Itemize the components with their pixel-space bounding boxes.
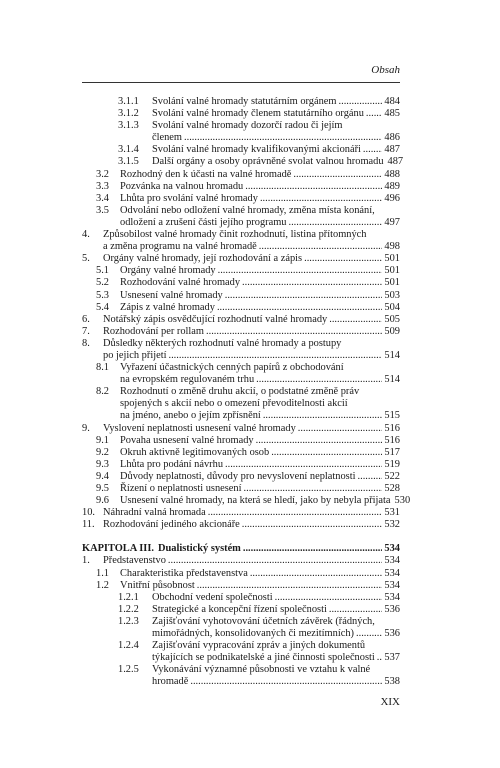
toc-entry-number: 1.2.2 — [118, 603, 139, 615]
leader-dots — [329, 604, 383, 616]
toc-entry-title: na evropském regulovaném trhu — [120, 374, 255, 386]
toc-entry-title: Rozhodování per rollam — [103, 325, 204, 337]
toc-entry — [82, 531, 400, 543]
leader-dots — [263, 410, 383, 422]
leader-dots — [244, 483, 383, 495]
toc-entry — [82, 205, 400, 229]
toc-entry — [82, 519, 400, 531]
leader-dots — [243, 543, 383, 555]
toc-page-number: 516 — [384, 422, 400, 434]
toc-page-number: 501 — [384, 277, 400, 289]
toc-entry-number: 5.4 — [96, 301, 109, 313]
toc-page-number: 509 — [384, 325, 400, 337]
toc-entry-title: Orgány valné hromady — [120, 265, 216, 277]
toc-page-number: 497 — [384, 216, 400, 228]
toc-entry — [82, 568, 400, 580]
toc-entry-title: Dualistický systém — [158, 543, 241, 555]
toc-entry-number: 9.3 — [96, 458, 109, 470]
toc-entry-number: 5.3 — [96, 289, 109, 301]
toc-page-number: 528 — [384, 483, 400, 494]
toc-entry — [82, 604, 400, 616]
toc-entry-title: Další orgány a osoby oprávněné svolat valnou hromadu — [152, 156, 384, 168]
leader-dots — [329, 314, 382, 326]
toc-entry-number: 9.1 — [96, 434, 109, 446]
toc-entry — [82, 435, 400, 447]
toc-entry-number: 3.1.5 — [118, 156, 139, 168]
leader-dots — [190, 676, 382, 688]
leader-dots — [366, 108, 383, 120]
toc-entry — [82, 181, 400, 193]
toc-entry — [82, 483, 400, 495]
toc-page-number: 489 — [384, 180, 400, 192]
leader-dots — [225, 459, 382, 471]
toc-entry-number: 3.1.1 — [118, 96, 139, 107]
leader-dots — [197, 580, 383, 592]
toc-entry-title: mimořádných, konsolidovaných či mezitímních) — [152, 628, 354, 640]
leader-dots — [208, 507, 383, 519]
toc-entry-title: Orgány valné hromady, její rozhodování a zápis — [103, 253, 303, 265]
toc-entry-title: týkajících se podnikatelské a jiné činnosti společnosti — [152, 652, 375, 664]
toc-page-number: 536 — [384, 603, 400, 615]
toc-entry-number: 1.2.5 — [118, 664, 139, 676]
toc-page-number: 487 — [387, 156, 404, 168]
leader-dots — [256, 435, 383, 447]
toc-page-number: 488 — [384, 168, 400, 180]
toc-entry-title: Důsledky některých rozhodnutí valné hromady a postupy — [103, 337, 342, 349]
toc-entry-number: 1. — [82, 555, 90, 567]
leader-dots — [377, 652, 383, 664]
toc-entry-title: Zajišťování vypracování zpráv a jiných dokumentů — [152, 640, 366, 652]
toc-entry-title: hromadě — [152, 676, 189, 688]
toc-entry-number: 9. — [82, 422, 90, 434]
toc-entry-title: Lhůta pro podání návrhu — [120, 458, 224, 470]
toc-entry-number: 3.5 — [96, 204, 109, 216]
toc-entry-number: 5.1 — [96, 265, 109, 277]
toc-entry — [82, 193, 400, 205]
leader-dots — [242, 277, 382, 289]
toc-entry-title: Obchodní vedení společnosti — [152, 591, 273, 603]
toc-entry-number: 9.4 — [96, 470, 109, 482]
toc-entry — [82, 277, 400, 289]
leader-dots — [168, 350, 382, 362]
toc-entry-title: Náhradní valná hromada — [103, 507, 206, 519]
toc-entry-number: 8.2 — [96, 386, 109, 398]
toc-entry-number: 5. — [82, 253, 90, 265]
toc-entry-number: 10. — [82, 507, 95, 519]
toc-page-number: 501 — [384, 265, 400, 277]
toc-entry — [82, 338, 400, 362]
toc-entry — [82, 144, 400, 156]
leader-dots — [206, 326, 382, 338]
toc-entry — [82, 156, 404, 168]
toc-entry-title: Svolání valné hromady statutárním orgánem — [152, 96, 337, 107]
toc-entry-number: 3.2 — [96, 168, 109, 180]
leader-dots — [245, 181, 382, 193]
leader-dots — [339, 96, 383, 108]
toc-page-number: 532 — [384, 519, 400, 531]
toc-entry — [82, 314, 400, 326]
toc-entry — [82, 302, 400, 314]
toc-entry — [82, 447, 400, 459]
toc-entry-number: 1.2.4 — [118, 640, 139, 652]
toc-page-number: 534 — [384, 555, 400, 567]
toc-entry-title: Charakteristika představenstva — [120, 567, 248, 579]
toc-entry-number: 8. — [82, 337, 90, 349]
toc-entry — [82, 495, 411, 507]
leader-dots — [358, 471, 383, 483]
toc-entry-title: na jméno, anebo o jejím zpřísnění — [120, 410, 261, 422]
leader-dots — [298, 423, 383, 435]
toc-page-number: 503 — [384, 289, 400, 301]
leader-dots — [293, 169, 382, 181]
toc-entry-title: Vykonávání významné působnosti ve vztahu k valné — [152, 664, 371, 676]
toc-page-number: 534 — [384, 579, 400, 591]
toc-entry-title: a změna programu na valné hromadě — [103, 241, 257, 253]
toc-entry — [82, 265, 400, 277]
table-of-contents — [82, 96, 411, 689]
toc-entry-number: 3.1.3 — [118, 120, 139, 132]
toc-entry-number: 9.5 — [96, 483, 109, 494]
toc-entry-title: Řízení o neplatnosti usnesení — [120, 483, 242, 494]
toc-entry — [82, 386, 400, 422]
toc-page-number: 537 — [384, 652, 400, 664]
page-number: XIX — [380, 696, 400, 708]
toc-entry-title: Důvody neplatnosti, důvody pro nevyslovení neplatnosti — [120, 470, 356, 482]
toc-page-number: 515 — [384, 410, 400, 422]
toc-chapter-heading — [82, 543, 400, 555]
toc-page-number: 501 — [384, 253, 400, 265]
toc-entry-number: 1.1 — [96, 567, 109, 579]
toc-entry — [82, 96, 400, 108]
toc-entry — [82, 108, 400, 120]
toc-page-number: 534 — [384, 591, 400, 603]
toc-entry-number: 4. — [82, 229, 90, 241]
toc-page-number: 530 — [394, 495, 411, 507]
toc-entry — [82, 290, 400, 302]
toc-entry-title: Notářský zápis osvědčující rozhodnutí valné hromady — [103, 313, 328, 325]
toc-entry-number: 3.3 — [96, 180, 109, 192]
toc-entry-title: Vnitřní působnost — [120, 579, 195, 591]
toc-entry — [82, 507, 400, 519]
toc-entry-number: 1.2.3 — [118, 615, 139, 627]
toc-entry — [82, 326, 400, 338]
leader-dots — [250, 568, 383, 580]
toc-entry-title: Rozhodování jediného akcionáře — [103, 519, 240, 531]
toc-entry-title: Usnesení valné hromady, na která se hledí, jako by nebyla přijata — [120, 495, 391, 507]
toc-entry-number: 9.2 — [96, 446, 109, 458]
toc-entry — [82, 423, 400, 435]
leader-dots — [356, 628, 382, 640]
leader-dots — [225, 290, 383, 302]
toc-page-number: 487 — [384, 144, 400, 156]
toc-entry-title: Rozhodnutí o změně druhu akcií, o podstatné změně práv — [120, 386, 360, 398]
toc-entry-number: 3.1.4 — [118, 144, 139, 156]
toc-entry-number: 8.1 — [96, 362, 109, 374]
toc-entry — [82, 555, 400, 567]
toc-page-number: 522 — [384, 470, 400, 482]
leader-dots — [271, 447, 382, 459]
toc-entry-number: 1.2.1 — [118, 591, 139, 603]
toc-entry — [82, 616, 400, 640]
toc-page-number: 531 — [384, 507, 400, 519]
toc-page-number: 485 — [384, 108, 400, 120]
toc-page-number: 505 — [384, 313, 400, 325]
toc-entry-title: Svolání valné hromady kvalifikovanými akcionáři — [152, 144, 361, 156]
toc-entry-number: 3.4 — [96, 192, 109, 204]
toc-entry — [82, 640, 400, 664]
toc-entry — [82, 664, 400, 688]
toc-page-number: 514 — [384, 374, 400, 386]
leader-dots — [256, 374, 382, 386]
toc-page-number: 538 — [384, 676, 400, 688]
toc-entry-number: 11. — [82, 519, 95, 531]
header-rule — [82, 82, 400, 83]
toc-entry-title: Rozhodování valné hromady — [120, 277, 241, 289]
toc-entry-title: Svolání valné hromady dozorčí radou či jejím — [152, 120, 343, 132]
toc-entry-title: spojených s akcií nebo o omezení převoditelnosti akcií — [120, 398, 348, 410]
toc-entry — [82, 580, 400, 592]
toc-entry-title: Vyslovení neplatnosti usnesení valné hromady — [103, 422, 296, 434]
toc-entry — [82, 253, 400, 265]
toc-entry-title: Usnesení valné hromady — [120, 289, 223, 301]
toc-page-number: 514 — [384, 349, 400, 361]
toc-entry-title: Pozvánka na valnou hromadu — [120, 180, 244, 192]
toc-entry-title: po jejich přijetí — [103, 349, 167, 361]
running-header: Obsah — [371, 64, 400, 76]
toc-entry-title: Okruh aktivně legitimovaných osob — [120, 446, 270, 458]
toc-entry — [82, 229, 400, 253]
toc-entry — [82, 169, 400, 181]
toc-page-number: 534 — [384, 567, 400, 579]
toc-entry-title: Odvolání nebo odložení valné hromady, změna místa konání, — [120, 204, 375, 216]
toc-page-number: 496 — [384, 192, 400, 204]
leader-dots — [218, 265, 383, 277]
leader-dots — [184, 132, 382, 144]
toc-page-number: 504 — [384, 301, 400, 313]
toc-entry — [82, 471, 400, 483]
leader-dots — [304, 253, 382, 265]
toc-page-number: 536 — [384, 628, 400, 640]
toc-page-number: 519 — [384, 458, 400, 470]
toc-page-number: 484 — [384, 96, 400, 107]
toc-entry-title: Lhůta pro svolání valné hromady — [120, 192, 258, 204]
leader-dots — [259, 241, 383, 253]
toc-entry-number: 1.2 — [96, 579, 109, 591]
toc-page-number: 486 — [384, 132, 400, 144]
toc-entry-number: 5.2 — [96, 277, 109, 289]
toc-entry-title: odložení a zrušení části jejího programu — [120, 216, 287, 228]
leader-dots — [168, 555, 382, 567]
leader-dots — [275, 592, 383, 604]
toc-page-number: 498 — [384, 241, 400, 253]
toc-page-number: 534 — [384, 543, 400, 555]
leader-dots — [260, 193, 382, 205]
toc-entry-number: KAPITOLA III. — [82, 543, 154, 555]
toc-entry-title: Rozhodný den k účasti na valné hromadě — [120, 168, 292, 180]
leader-dots — [363, 144, 382, 156]
toc-entry — [82, 362, 400, 386]
toc-entry — [82, 592, 400, 604]
toc-page-number: 517 — [384, 446, 400, 458]
toc-entry-title: Způsobilost valné hromady činit rozhodnutí, listina přítomných — [103, 229, 367, 241]
toc-entry-number: 6. — [82, 313, 90, 325]
toc-entry-title: Představenstvo — [103, 555, 166, 567]
toc-page-number: 516 — [384, 434, 400, 446]
toc-entry-title: Strategické a koncepční řízení společnosti — [152, 603, 327, 615]
toc-entry-title: Vyřazení účastnických cenných papírů z obchodování — [120, 362, 344, 374]
toc-entry-number: 9.6 — [96, 495, 109, 507]
leader-dots — [242, 519, 383, 531]
leader-dots — [288, 217, 382, 229]
toc-entry-title: Povaha usnesení valné hromady — [120, 434, 254, 446]
toc-entry-number: 3.1.2 — [118, 108, 139, 120]
toc-entry-title: členem — [152, 132, 182, 144]
toc-entry-title: Zajišťování vyhotovování účetních závěrek (řádných, — [152, 615, 375, 627]
toc-entry-number: 7. — [82, 325, 90, 337]
toc-entry-title: Svolání valné hromady členem statutárního orgánu — [152, 108, 364, 120]
toc-entry-title: Zápis z valné hromady — [120, 301, 215, 313]
toc-entry — [82, 120, 400, 144]
toc-entry — [82, 459, 400, 471]
leader-dots — [217, 302, 382, 314]
